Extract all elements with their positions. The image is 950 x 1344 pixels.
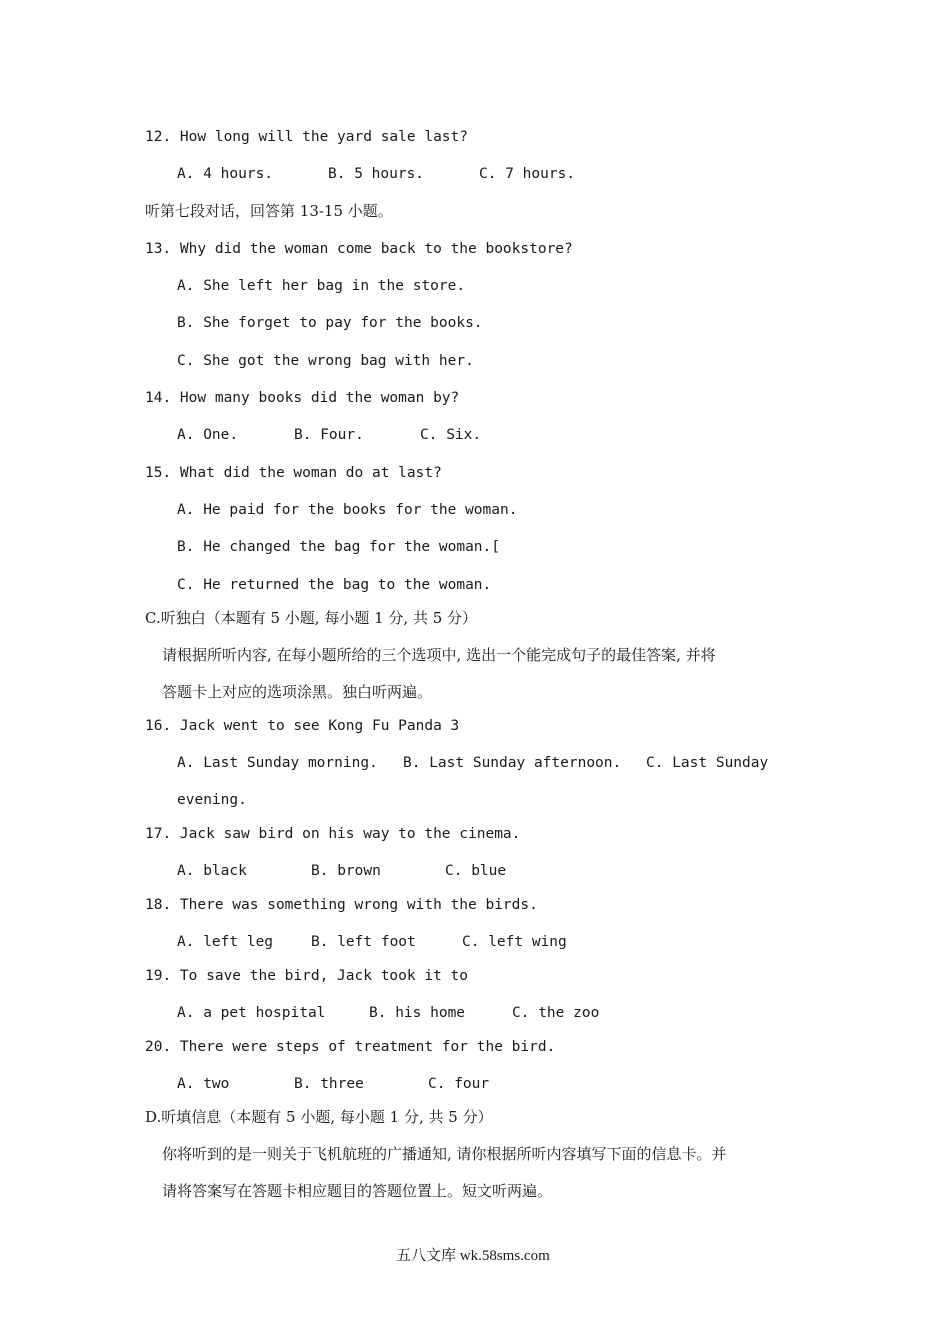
option-b: B. left foot	[311, 934, 416, 950]
option-c: C. Last Sunday	[646, 755, 769, 771]
option-a: A. a pet hospital	[177, 1005, 326, 1021]
question-20: 20. There were steps of treatment for the bird.	[145, 1039, 556, 1055]
option-c: C. 7 hours.	[479, 166, 576, 182]
section-7-instruction: 听第七段对话，回答第 13-15 小题。	[145, 202, 393, 220]
question-13-option-a: A. She left her bag in the store.	[177, 278, 466, 294]
question-14: 14. How many books did the woman by?	[145, 390, 460, 406]
question-17: 17. Jack saw bird on his way to the cinema.	[145, 826, 521, 842]
question-13-option-b: B. She forget to pay for the books.	[177, 315, 483, 331]
section-d-instruction-line-1: 你将听到的是一则关于飞机航班的广播通知, 请你根据所听内容填写下面的信息卡。并	[162, 1145, 727, 1163]
option-b: B. 5 hours.	[328, 166, 425, 182]
section-d-instruction-line-2: 请将答案写在答题卡相应题目的答题位置上。短文听两遍。	[162, 1182, 553, 1200]
option-c: C. Six.	[420, 427, 482, 443]
question-15-option-a: A. He paid for the books for the woman.	[177, 502, 518, 518]
question-15-option-c: C. He returned the bag to the woman.	[177, 577, 492, 593]
section-c-heading: C.听独白（本题有 5 小题, 每小题 1 分, 共 5 分）	[145, 609, 478, 627]
question-13-option-c: C. She got the wrong bag with her.	[177, 353, 474, 369]
option-b: B. Four.	[294, 427, 364, 443]
option-a: A. 4 hours.	[177, 166, 274, 182]
question-18: 18. There was something wrong with the birds.	[145, 897, 538, 913]
question-16-option-c-continuation: evening.	[177, 792, 247, 808]
question-13: 13. Why did the woman come back to the bookstore?	[145, 241, 573, 257]
question-12: 12. How long will the yard sale last?	[145, 129, 469, 145]
option-a: A. Last Sunday morning.	[177, 755, 378, 771]
option-a: A. left leg	[177, 934, 274, 950]
option-a: A. two	[177, 1076, 230, 1092]
section-c-instruction-line-1: 请根据所听内容, 在每小题所给的三个选项中, 选出一个能完成句子的最佳答案, 并将	[162, 646, 716, 664]
option-a: A. One.	[177, 427, 239, 443]
question-15: 15. What did the woman do at last?	[145, 465, 442, 481]
question-15-option-b: B. He changed the bag for the woman.[	[177, 539, 501, 555]
option-b: B. three	[294, 1076, 364, 1092]
section-c-instruction-line-2: 答题卡上对应的选项涂黑。独白听两遍。	[162, 683, 433, 701]
question-16: 16. Jack went to see Kong Fu Panda 3	[145, 718, 460, 734]
option-c: C. four	[428, 1076, 490, 1092]
page-footer: 五八文库 wk.58sms.com	[396, 1248, 550, 1264]
section-d-heading: D.听填信息（本题有 5 小题, 每小题 1 分, 共 5 分）	[145, 1108, 493, 1126]
option-b: B. Last Sunday afternoon.	[403, 755, 622, 771]
option-c: C. the zoo	[512, 1005, 600, 1021]
option-a: A. black	[177, 863, 247, 879]
option-c: C. left wing	[462, 934, 567, 950]
question-19: 19. To save the bird, Jack took it to	[145, 968, 469, 984]
option-b: B. brown	[311, 863, 381, 879]
option-b: B. his home	[369, 1005, 466, 1021]
option-c: C. blue	[445, 863, 507, 879]
